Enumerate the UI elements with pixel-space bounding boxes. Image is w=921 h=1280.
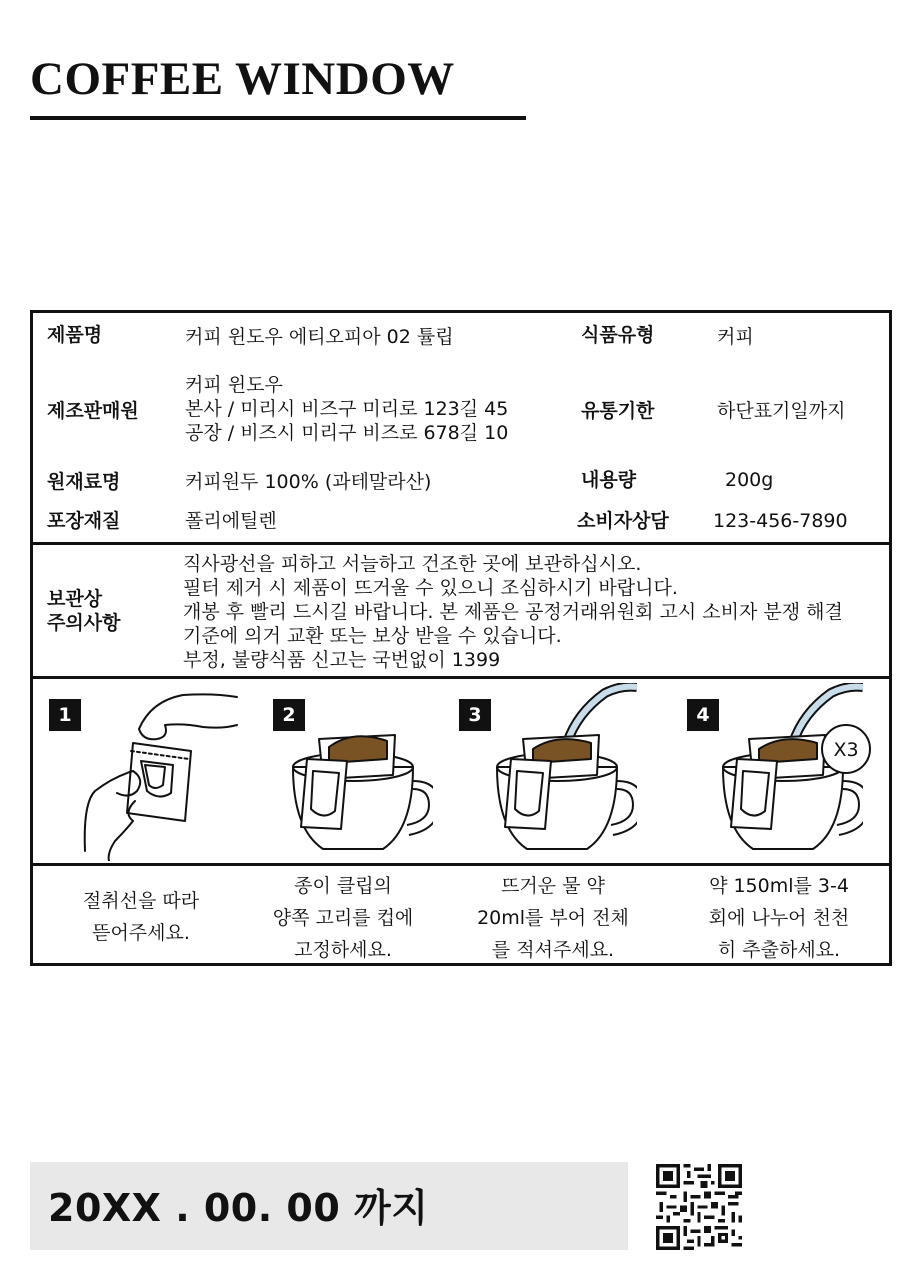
product-name-label: 제품명 <box>47 324 103 346</box>
step-2-caption <box>243 870 443 966</box>
product-info-panel <box>30 310 892 966</box>
step-1-caption <box>41 885 241 949</box>
storage-label-line: 주의사항 <box>47 612 121 634</box>
consumer-label: 소비자상담 <box>577 510 669 532</box>
caption-line: 회에 나누어 천천 <box>708 907 850 929</box>
manufacturer-line: 본사 / 미리시 비즈구 미리로 123길 45 <box>185 398 509 420</box>
step-3-caption <box>453 870 653 966</box>
manufacturer-label: 제조판매원 <box>47 400 139 422</box>
storage-line: 개봉 후 빨리 드시길 바랍니다. 본 제품은 공정거래위원회 고시 소비자 분쟁 해결 <box>183 601 843 623</box>
caption-line: 20ml를 부어 전체 <box>477 907 629 929</box>
repeat-badge <box>819 722 873 776</box>
brand-title: COFFEE WINDOW <box>30 53 455 105</box>
tear-bag-illustration <box>73 681 253 861</box>
packaging-label: 포장재질 <box>47 510 121 532</box>
step-3-number: 3 <box>459 699 491 731</box>
caption-line: 절취선을 따라 <box>82 890 200 912</box>
expiry-value: 하단표기일까지 <box>717 400 846 422</box>
step-2-number: 2 <box>273 699 305 731</box>
caption-line: 뜨거운 물 약 <box>501 875 605 897</box>
step-4-caption <box>679 870 879 966</box>
expiry-date: 20XX . 00. 00 까지 <box>48 1186 429 1230</box>
food-type-label: 식품유형 <box>581 324 655 346</box>
bag-on-cup-illustration <box>283 709 433 859</box>
caption-line: 고정하세요. <box>294 939 392 961</box>
brand-underline <box>30 116 526 120</box>
storage-line: 기준에 의거 교환 또는 보상 받을 수 있습니다. <box>183 625 562 647</box>
divider <box>33 676 889 679</box>
qr-code <box>656 1164 742 1250</box>
storage-label-line: 보관상 <box>47 588 103 610</box>
volume-value: 200g <box>725 469 774 491</box>
step-4-number: 4 <box>687 699 719 731</box>
manufacturer-line: 커피 윈도우 <box>185 374 283 396</box>
food-type-value: 커피 <box>717 326 754 348</box>
packaging-value: 폴리에틸렌 <box>185 510 277 532</box>
product-name-value: 커피 윈도우 에티오피아 02 튤립 <box>185 326 454 348</box>
manufacturer-line: 공장 / 비즈시 미리구 비즈로 678길 10 <box>185 422 509 444</box>
expiry-label: 유통기한 <box>581 400 655 422</box>
manufacturer-value <box>185 373 508 445</box>
caption-line: 뜯어주세요. <box>92 922 190 944</box>
divider <box>33 863 889 866</box>
consumer-value: 123-456-7890 <box>713 510 848 532</box>
caption-line: 히 추출하세요. <box>717 939 841 961</box>
ingredients-label: 원재료명 <box>47 471 121 493</box>
repeat-badge-label: X3 <box>833 739 859 761</box>
storage-text <box>183 552 843 672</box>
pour-water-illustration <box>487 683 637 859</box>
ingredients-value: 커피원두 100% (과테말라산) <box>185 471 432 493</box>
caption-line: 를 적셔주세요. <box>491 939 615 961</box>
volume-label: 내용량 <box>581 469 637 491</box>
caption-line: 약 150ml를 3-4 <box>709 875 849 897</box>
storage-label <box>47 587 120 635</box>
caption-line: 양쪽 고리를 컵에 <box>272 907 414 929</box>
divider <box>33 542 889 545</box>
storage-line: 필터 제거 시 제품이 뜨거울 수 있으니 조심하시기 바랍니다. <box>183 577 678 599</box>
storage-line: 직사광선을 피하고 서늘하고 건조한 곳에 보관하십시오. <box>183 553 642 575</box>
caption-line: 종이 클립의 <box>294 875 392 897</box>
step-1-number: 1 <box>49 699 81 731</box>
storage-line: 부정, 불량식품 신고는 국번없이 1399 <box>183 649 501 671</box>
